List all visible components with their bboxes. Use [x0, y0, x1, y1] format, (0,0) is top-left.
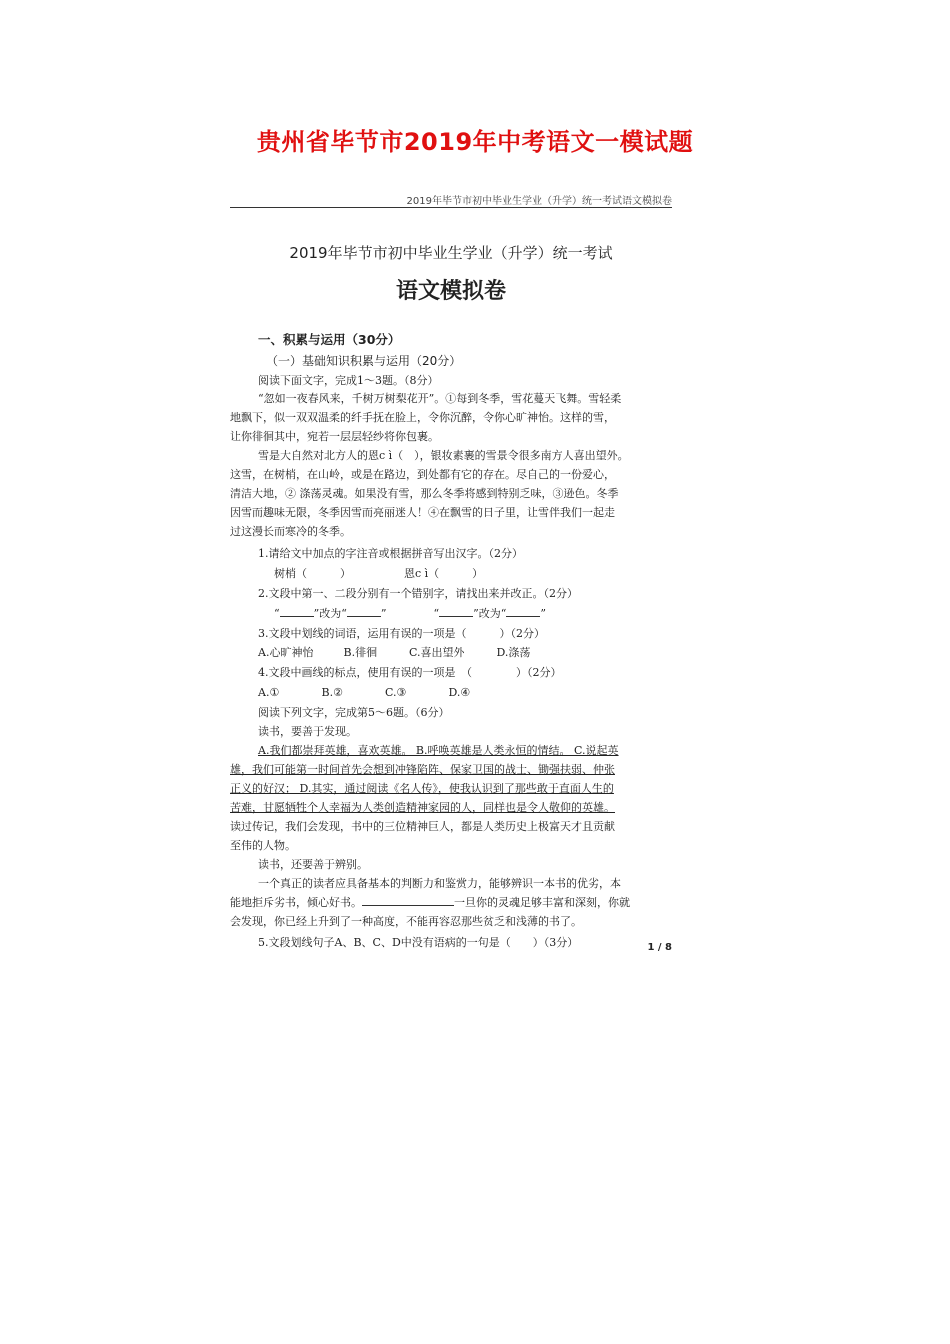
- option: A.①: [258, 686, 280, 699]
- subsection-heading: （一）基础知识积累与运用（20分）: [266, 354, 462, 368]
- passage-line: 让你徘徊其中，宛若一层层轻纱将你包裹。: [230, 430, 439, 443]
- question-1-items: [274, 566, 672, 581]
- question-3: 3.文段中划线的词语，运用有误的一项是（ ）（2分）: [258, 627, 545, 640]
- reading-intro: 阅读下面文字，完成1～3题。（8分）: [258, 374, 439, 387]
- question-4: 4.文段中画线的标点，使用有误的一项是 （ ）（2分）: [258, 666, 562, 679]
- section-heading: 一、积累与运用（30分）: [258, 332, 401, 347]
- passage-line: 这雪，在树梢，在山岭，或是在路边，到处都有它的存在。尽自己的一份爱心，: [230, 468, 615, 481]
- option: D.涤荡: [496, 646, 531, 659]
- passage-line: 至伟的人物。: [230, 839, 296, 852]
- option: D.④: [448, 686, 471, 699]
- exam-subtitle: 语文模拟卷: [395, 279, 506, 304]
- answer-blank[interactable]: [439, 606, 473, 617]
- passage-line-with-blank: [230, 895, 672, 910]
- reading-intro: 阅读下列文字，完成第5～6题。（6分）: [258, 706, 450, 719]
- question-1: 1.请给文中加点的字注音或根据拼音写出汉字。（2分）: [258, 547, 523, 560]
- answer-blank[interactable]: [280, 606, 314, 617]
- answer-blank[interactable]: [347, 606, 381, 617]
- question-2-fill: [274, 606, 672, 621]
- passage-line: 读书，要善于发现。: [258, 725, 357, 738]
- passage-line: 地飘下，似一双双温柔的纤手抚在脸上，令你沉醉，令你心旷神怡。这样的雪，: [230, 411, 615, 424]
- passage-line: 过这漫长而寒冷的冬季。: [230, 525, 351, 538]
- q1-item: 恩c ì（ ）: [404, 567, 484, 580]
- passage-line-underlined: 苦难，甘愿牺牲个人幸福为人类创造精神家园的人，同样也是令人敬仰的英雄。: [230, 801, 615, 814]
- question-2: 2.文段中第一、二段分别有一个错别字，请找出来并改正。（2分）: [258, 587, 578, 600]
- passage-line: 雪是大自然对北方人的恩c ì（ ），银妆素裹的雪景令很多南方人喜出望外。: [258, 449, 629, 462]
- answer-blank[interactable]: [362, 895, 454, 906]
- question-4-options: [258, 685, 672, 700]
- option: C.喜出望外: [409, 646, 465, 659]
- quote-mark: ”: [380, 607, 387, 620]
- quote-mark: ”: [540, 607, 546, 620]
- option: B.②: [321, 686, 343, 699]
- passage-line: 读过传记，我们会发现，书中的三位精神巨人，都是人类历史上极富天才且贡献: [230, 820, 615, 833]
- fill-text: ”改为“: [313, 607, 347, 620]
- passage-line: 清洁大地，② 涤荡灵魂。如果没有雪，那么冬季将感到特别乏味，③逊色。冬季: [230, 487, 619, 500]
- passage-text: 一旦你的灵魂足够丰富和深刻，你就: [454, 896, 630, 909]
- option: A.心旷神怡: [258, 646, 314, 659]
- fill-text: ”改为“: [473, 607, 507, 620]
- passage-line: 会发现，你已经上升到了一种高度，不能再容忍那些贫乏和浅薄的书了。: [230, 915, 582, 928]
- page-number: 1 / 8: [647, 942, 672, 953]
- quote-mark: “: [433, 607, 440, 620]
- exam-title: 2019年毕节市初中毕业生学业（升学）统一考试: [289, 244, 613, 262]
- passage-line: 因雪而趣味无限，冬季因雪而亮丽迷人！④在飘雪的日子里，让雪伴我们一起走: [230, 506, 615, 519]
- option: C.③: [385, 686, 407, 699]
- passage-line-underlined: A.我们都崇拜英雄，喜欢英雄。 B.呼唤英雄是人类永恒的情结。 C.说起英: [258, 744, 619, 757]
- q1-item: 树梢（ ）: [274, 567, 351, 580]
- passage-line-underlined: 雄，我们可能第一时间首先会想到冲锋陷阵、保家卫国的战士、锄强扶弱、仲张: [230, 763, 615, 776]
- passage-line-underlined: 正义的好汉； D.其实，通过阅读《名人传》，使我认识到了那些敢于直面人生的: [230, 782, 614, 795]
- passage-line: 读书，还要善于辨别。: [258, 858, 368, 871]
- scanned-exam-page: [230, 180, 672, 960]
- question-5: 5.文段划线句子A、B、C、D中没有语病的一句是（ ）（3分）: [258, 936, 579, 949]
- document-title: 贵州省毕节市2019年中考语文一模试题: [256, 128, 694, 156]
- answer-blank[interactable]: [506, 606, 540, 617]
- question-3-options: [258, 645, 672, 660]
- option: B.徘徊: [343, 646, 378, 659]
- header-rule: [230, 207, 672, 208]
- running-header: 2019年毕节市初中毕业生学业（升学）统一考试语文模拟卷: [406, 196, 672, 207]
- passage-text: 能地拒斥劣书，倾心好书。: [230, 896, 362, 909]
- passage-line: “忽如一夜春风来，千树万树梨花开”。①每到冬季，雪花蔓天飞舞。雪轻柔: [258, 392, 622, 405]
- quote-mark: “: [274, 607, 280, 620]
- passage-line: 一个真正的读者应具备基本的判断力和鉴赏力，能够辨识一本书的优劣，本: [258, 877, 621, 890]
